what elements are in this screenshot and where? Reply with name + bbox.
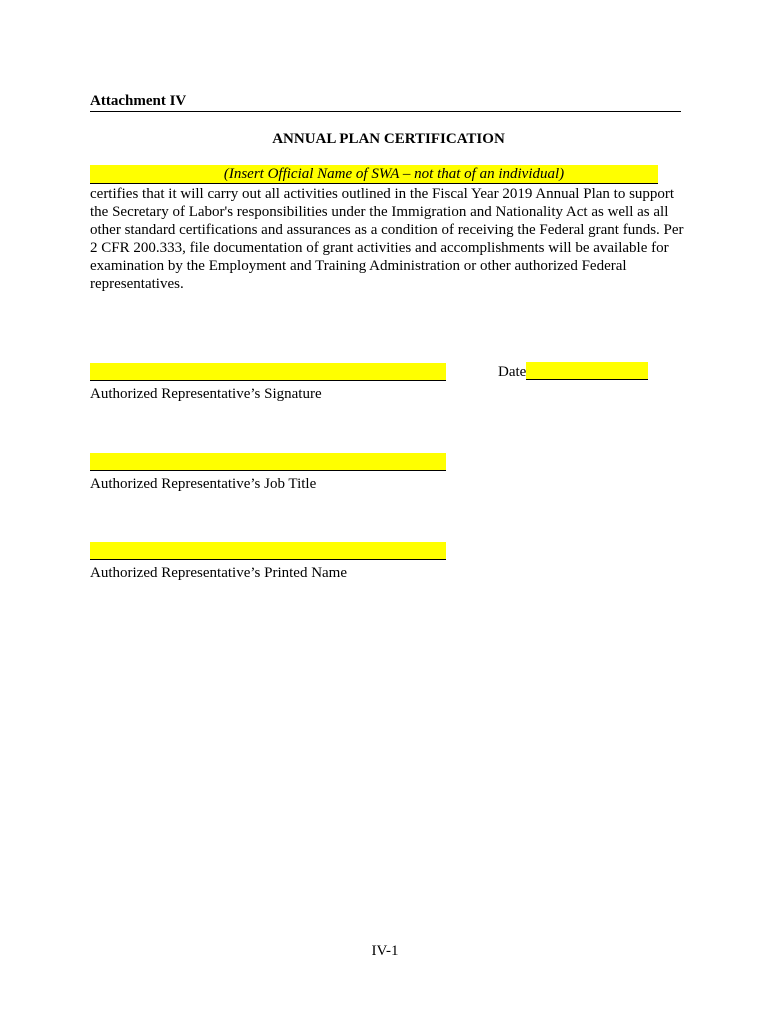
page-number: IV-1 [371,943,399,959]
job-title-label: Authorized Representative’s Job Title [90,476,317,492]
document-title: ANNUAL PLAN CERTIFICATION [272,131,505,147]
certification-body-text: certifies that it will carry out all activities outlined in the Fiscal Year 2019 Annual Plan to support the Secretary of Labor's responsibilities under the Immigration and Nationality Act as well as all other standard certifications and assurances as a condition of receiving the Federal grant funds. Per 2 CFR 200.333, file documentation of grant activities and accomplishments will be available for examination by the Employment and Training Administration or other authorized Federal representatives. [90,186,684,292]
swa-name-field[interactable] [90,165,658,184]
attachment-header [90,92,681,112]
printed-name-field[interactable] [90,542,446,560]
signature-label: Authorized Representative’s Signature [90,386,322,402]
date-field-group [498,362,648,381]
date-label: Date [498,364,527,380]
job-title-field[interactable] [90,453,446,471]
date-field[interactable] [526,362,648,380]
printed-name-field-group [90,542,446,582]
swa-name-placeholder: (Insert Official Name of SWA – not that of an individual) [223,166,565,182]
signature-field-group [90,363,446,403]
printed-name-label: Authorized Representative’s Printed Name [90,565,348,581]
signature-field[interactable] [90,363,446,381]
job-title-field-group [90,453,446,493]
attachment-label: Attachment IV [90,93,187,109]
